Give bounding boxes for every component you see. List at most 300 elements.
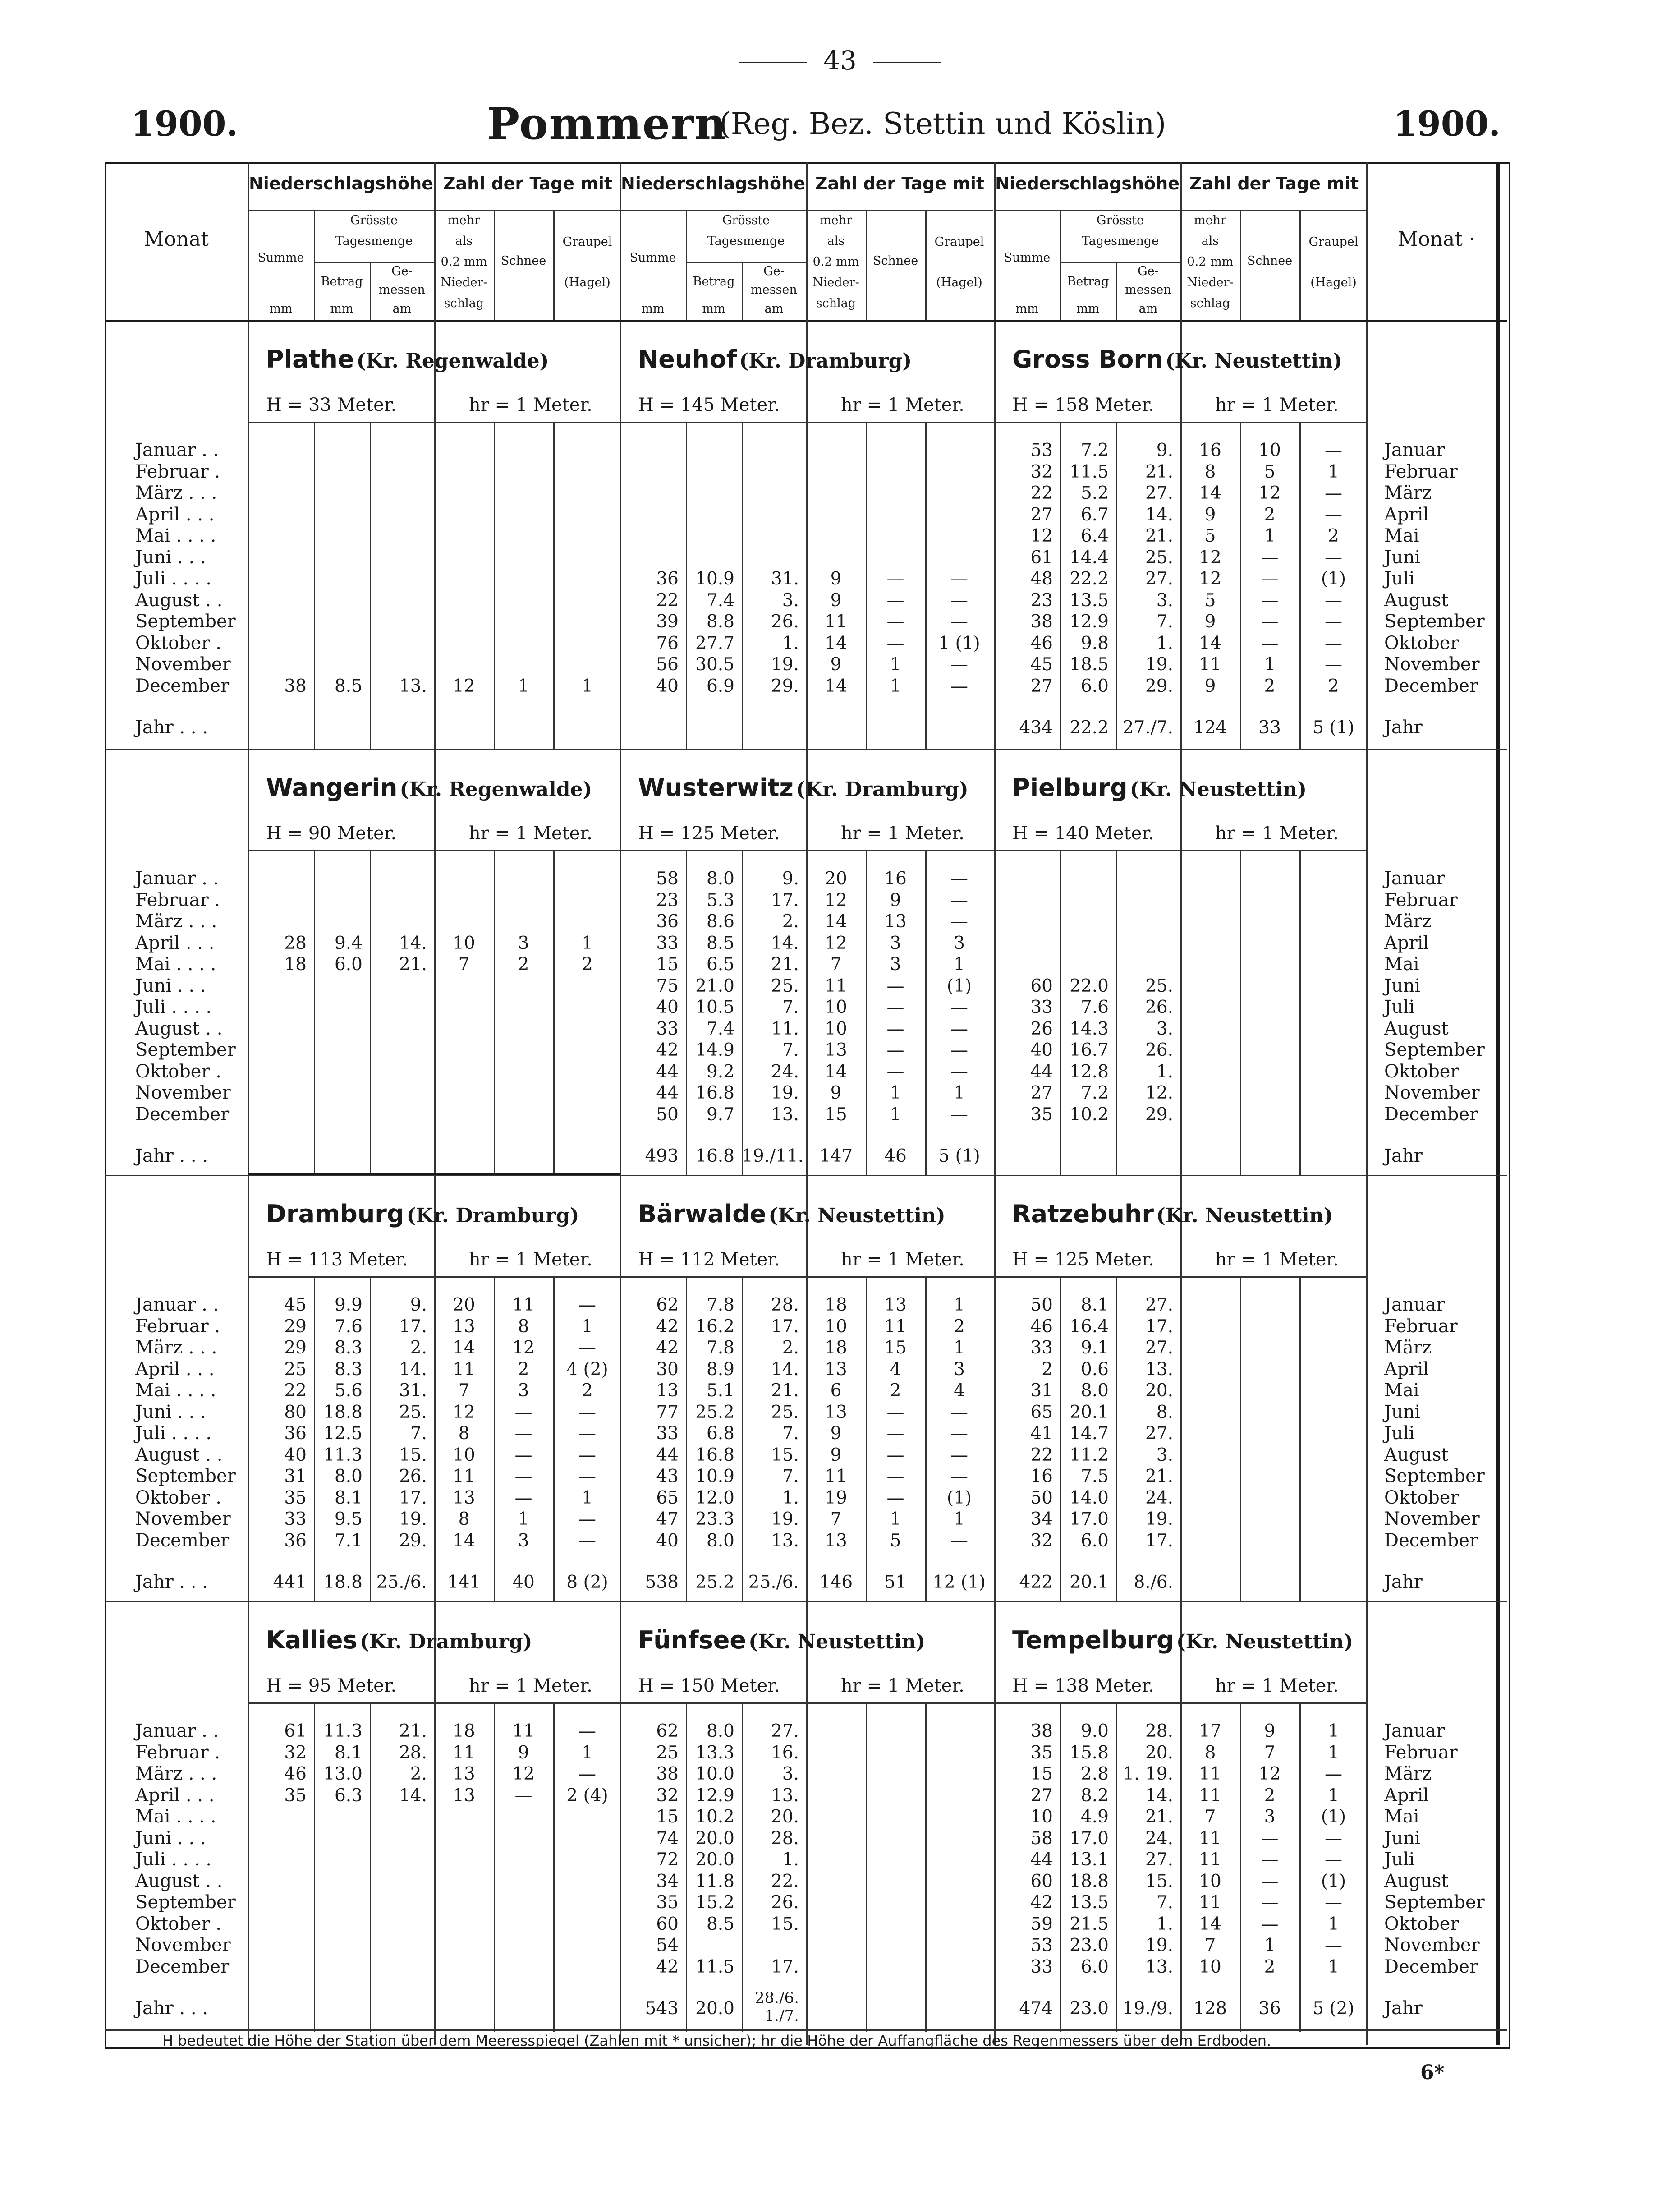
emphasis-rule <box>248 1173 620 1175</box>
month-label-right: Oktober <box>1384 1487 1459 1508</box>
table-cell: 7. <box>782 997 799 1017</box>
station-gauge-height: hr = 1 Meter. <box>841 823 964 844</box>
table-cell: 9 <box>830 1445 842 1465</box>
table-cell: 17.0 <box>1070 1828 1109 1849</box>
table-cell: 12 <box>825 890 847 911</box>
header-sub-rule <box>686 262 806 263</box>
month-label-right: Juni <box>1384 975 1421 996</box>
table-cell: 20 <box>825 869 847 889</box>
table-cell: — <box>514 1785 532 1806</box>
table-cell: — <box>950 612 968 632</box>
month-label: November <box>135 654 231 675</box>
table-cell: 23.0 <box>1070 1935 1109 1956</box>
table-cell: 13.5 <box>1070 590 1109 611</box>
month-label: September <box>135 1892 236 1913</box>
table-cell: 8.5 <box>706 1914 734 1934</box>
table-cell: 8.0 <box>1080 1380 1109 1401</box>
jahr-label-right: Jahr <box>1384 717 1423 738</box>
table-cell: 21.5 <box>1070 1914 1109 1934</box>
table-cell: 15 <box>656 954 679 975</box>
table-cell: 22 <box>1030 483 1053 503</box>
table-cell: 9 <box>830 654 842 675</box>
table-cell: 60 <box>1030 1871 1053 1891</box>
table-cell: 15 <box>884 1338 907 1358</box>
table-cell: 19. <box>1145 654 1173 675</box>
table-cell: 14. <box>771 933 799 953</box>
table-cell: 9. <box>782 869 799 889</box>
table-cell: — <box>886 590 904 611</box>
table-cell: 8.8 <box>706 612 734 632</box>
table-cell: 14 <box>825 911 847 932</box>
table-cell: 42 <box>656 1316 679 1337</box>
table-frame-right-rule <box>1496 162 1500 2045</box>
table-cell: 11.8 <box>695 1871 734 1891</box>
table-cell: 7. <box>410 1423 427 1444</box>
table-cell: 42 <box>656 1040 679 1060</box>
table-cell: 10 <box>453 933 475 953</box>
month-label-right: März <box>1384 483 1432 503</box>
table-cell: 1 <box>890 676 901 696</box>
month-label: December <box>135 1104 230 1125</box>
table-cell: 14 <box>453 1530 475 1551</box>
header-als: als <box>827 234 845 248</box>
table-cell: 2. <box>782 911 799 932</box>
table-cell: 61 <box>284 1721 307 1741</box>
table-cell: — <box>886 1423 904 1444</box>
table-cell: 16.8 <box>695 1445 734 1465</box>
table-cell: 3 <box>1264 1807 1276 1827</box>
table-cell: 1. <box>1156 1061 1173 1082</box>
station-kreis: (Kr. Neustettin) <box>1156 1204 1333 1227</box>
table-cell: 13. <box>771 1530 799 1551</box>
table-cell: 8.1 <box>334 1487 363 1508</box>
table-cell: 61 <box>1030 547 1053 568</box>
table-cell: 21. <box>1145 1807 1173 1827</box>
table-cell: — <box>950 676 968 696</box>
table-cell: — <box>1261 547 1279 568</box>
header-ge: Ge- <box>1138 264 1159 278</box>
table-cell: (1) <box>1321 1871 1346 1891</box>
table-cell: 1 <box>582 1742 593 1763</box>
month-label-right: Januar <box>1384 1294 1445 1315</box>
month-label: Februar . <box>135 889 220 911</box>
table-cell: 12. <box>1145 1083 1173 1103</box>
table-cell: 5.2 <box>1080 483 1109 503</box>
table-cell: 14. <box>399 1785 427 1806</box>
table-cell: 12 <box>453 676 475 696</box>
table-cell: 27 <box>1030 1083 1053 1103</box>
table-cell: 18.8 <box>323 1402 363 1422</box>
station-gauge-height: hr = 1 Meter. <box>469 1249 592 1270</box>
header-bottom-rule <box>105 320 1507 322</box>
table-cell: 8 <box>458 1423 470 1444</box>
data-col-rule <box>1299 1276 1301 1601</box>
station-name: Wusterwitz <box>638 773 794 802</box>
table-cell: 27. <box>1145 483 1173 503</box>
month-label-right: Februar <box>1384 461 1458 482</box>
header-col-rule <box>925 210 927 320</box>
table-cell: 17. <box>771 890 799 911</box>
table-cell: 6.4 <box>1080 526 1109 546</box>
month-label-right: Februar <box>1384 889 1458 911</box>
jahr-cell: 124 <box>1193 718 1227 738</box>
table-cell: — <box>950 911 968 932</box>
table-cell: 8 <box>1204 461 1216 482</box>
table-cell: 14 <box>453 1338 475 1358</box>
table-cell: 23.3 <box>695 1509 734 1529</box>
station-height: H = 112 Meter. <box>638 1249 780 1270</box>
table-cell: 27. <box>1145 1423 1173 1444</box>
table-cell: 27. <box>1145 569 1173 589</box>
table-cell: 32 <box>284 1742 307 1763</box>
table-cell: 7. <box>1156 612 1173 632</box>
table-cell: — <box>950 1061 968 1082</box>
station-gauge-height: hr = 1 Meter. <box>841 1675 964 1696</box>
table-cell: — <box>514 1445 532 1465</box>
table-cell: 1 <box>582 933 593 953</box>
table-cell: 12 <box>1258 1764 1281 1784</box>
table-cell: 22 <box>656 590 679 611</box>
table-cell: 27 <box>1030 1785 1053 1806</box>
table-cell: 11. <box>771 1018 799 1039</box>
table-cell: 13. <box>1145 1359 1173 1380</box>
station-title <box>638 345 912 373</box>
table-cell: 40 <box>284 1445 307 1465</box>
table-cell: 1 <box>954 1083 965 1103</box>
jahr-cell: 146 <box>819 1572 853 1592</box>
data-col-rule <box>314 850 315 1175</box>
table-cell: — <box>1261 612 1279 632</box>
table-cell: — <box>886 1402 904 1422</box>
table-cell: 14 <box>825 1061 847 1082</box>
month-label: Januar . . <box>135 868 219 889</box>
jahr-cell: 5 (1) <box>1313 718 1354 738</box>
table-cell: 5.3 <box>706 890 734 911</box>
table-cell: 27 <box>1030 504 1053 525</box>
table-cell: 28 <box>284 933 307 953</box>
header-02mm: 0.2 mm <box>1187 255 1234 269</box>
jahr-label: Jahr . . . <box>135 717 208 738</box>
table-cell: 14. <box>399 933 427 953</box>
header-monat-left: Monat <box>144 228 209 251</box>
table-cell: 1 <box>890 1509 901 1529</box>
table-cell: — <box>886 612 904 632</box>
table-cell: — <box>578 1338 596 1358</box>
table-cell: 2 <box>1042 1359 1053 1380</box>
table-cell: 40 <box>656 1530 679 1551</box>
month-label: November <box>135 1935 231 1956</box>
table-cell: 25. <box>399 1402 427 1422</box>
header-schlag: schlag <box>816 296 856 310</box>
table-cell: 40 <box>656 676 679 696</box>
table-cell: 43 <box>656 1466 679 1486</box>
header-ge: Ge- <box>763 264 785 278</box>
station-title <box>638 1200 946 1228</box>
month-label-right: Juni <box>1384 547 1421 568</box>
table-cell: — <box>950 569 968 589</box>
month-label: Februar . <box>135 1742 220 1763</box>
table-cell: 2 <box>582 954 593 975</box>
table-cell: 41 <box>1030 1423 1053 1444</box>
jahr-cell: 28./6. 1./7. <box>755 1989 799 2025</box>
jahr-cell: 25.2 <box>695 1572 734 1592</box>
header-02mm: 0.2 mm <box>441 255 487 269</box>
data-col-rule <box>866 1702 867 2032</box>
table-cell: 10.9 <box>695 1466 734 1486</box>
table-cell: — <box>886 997 904 1017</box>
table-cell: 32 <box>1030 1530 1053 1551</box>
header-tagesmenge: Tagesmenge <box>1081 234 1159 248</box>
table-cell: 11 <box>1199 1828 1221 1849</box>
table-cell: 8.1 <box>1080 1295 1109 1315</box>
table-cell: 3 <box>518 933 529 953</box>
table-cell: 20. <box>1145 1380 1173 1401</box>
table-cell: 1 <box>1328 1956 1339 1977</box>
month-label: Oktober . <box>135 1487 222 1508</box>
table-cell: 23 <box>1030 590 1053 611</box>
table-cell: 29 <box>284 1316 307 1337</box>
table-cell: — <box>1325 590 1342 611</box>
month-label-right: Januar <box>1384 868 1445 889</box>
table-cell: 26 <box>1030 1018 1053 1039</box>
station-title <box>1012 773 1307 802</box>
table-cell: 6.5 <box>706 954 734 975</box>
header-02mm: 0.2 mm <box>812 255 859 269</box>
month-label-right: Februar <box>1384 1742 1458 1763</box>
table-cell: 1 <box>954 1509 965 1529</box>
block-rule <box>105 1601 1507 1602</box>
jahr-label: Jahr . . . <box>135 1146 208 1166</box>
month-label-right: Juni <box>1384 1827 1421 1849</box>
table-cell: 5 <box>1204 526 1216 546</box>
table-cell: — <box>950 654 968 675</box>
month-label-right: Mai <box>1384 1806 1419 1827</box>
table-cell: 17. <box>1145 1316 1173 1337</box>
jahr-cell: 8./6. <box>1134 1572 1173 1592</box>
table-cell: (1) <box>946 975 972 996</box>
table-cell: 8.3 <box>334 1359 363 1380</box>
station-title <box>266 345 549 373</box>
table-cell: 5.1 <box>706 1380 734 1401</box>
table-cell: 53 <box>1030 1935 1053 1956</box>
table-cell: 20.0 <box>695 1828 734 1849</box>
station-title <box>266 1200 579 1228</box>
table-cell: 7. <box>782 1040 799 1060</box>
table-cell: 13. <box>771 1785 799 1806</box>
header-summe-unit: mm <box>1015 302 1039 316</box>
header-betrag-unit: mm <box>1076 302 1100 316</box>
table-cell: 13.1 <box>1070 1850 1109 1870</box>
table-cell: 60 <box>1030 975 1053 996</box>
table-cell: 10 <box>825 1316 847 1337</box>
table-cell: 9.8 <box>1080 633 1109 653</box>
station-gauge-height: hr = 1 Meter. <box>1215 1675 1339 1696</box>
table-cell: 16 <box>884 869 907 889</box>
table-cell: 50 <box>656 1104 679 1125</box>
table-cell: 2 <box>890 1380 901 1401</box>
jahr-cell: 543 <box>645 1998 679 2019</box>
station-name: Wangerin <box>266 773 398 802</box>
table-cell: — <box>886 1466 904 1486</box>
table-cell: 20. <box>1145 1742 1173 1763</box>
table-cell: 26. <box>771 1892 799 1913</box>
table-cell: 12.8 <box>1070 1061 1109 1082</box>
station-height: H = 125 Meter. <box>638 823 780 844</box>
header-messen: messen <box>1125 283 1171 297</box>
jahr-cell: 23.0 <box>1070 1998 1109 2019</box>
table-cell: 9.9 <box>334 1295 363 1315</box>
data-col-rule <box>494 422 495 749</box>
table-cell: — <box>578 1764 596 1784</box>
table-cell: 24. <box>1145 1487 1173 1508</box>
table-cell: 7 <box>830 1509 842 1529</box>
jahr-label-right: Jahr <box>1384 1998 1423 2019</box>
station-height: H = 125 Meter. <box>1012 1249 1154 1270</box>
jahr-label-right: Jahr <box>1384 1146 1423 1166</box>
table-cell: 13 <box>656 1380 679 1401</box>
month-label: Juli . . . . <box>135 997 212 1017</box>
table-cell: 45 <box>284 1295 307 1315</box>
station-gauge-height: hr = 1 Meter. <box>841 1249 964 1270</box>
table-cell: 29. <box>771 676 799 696</box>
footnote: H bedeutet die Höhe der Station über dem Meeresspiegel (Zahlen mit * unsicher); hr die Höhe der Auffangfläche des Regenmessers über dem Erdboden. <box>162 2032 1271 2049</box>
table-cell: 35 <box>1030 1742 1053 1763</box>
jahr-cell: 19./9. <box>1122 1998 1173 2019</box>
table-cell: 9 <box>890 890 901 911</box>
month-label-right: April <box>1384 1358 1429 1380</box>
table-cell: 18.8 <box>1070 1871 1109 1891</box>
table-cell: 19. <box>771 654 799 675</box>
table-cell: 17. <box>399 1487 427 1508</box>
jahr-cell: 25./6. <box>748 1572 799 1592</box>
data-col-rule <box>1180 1276 1182 1601</box>
table-cell: 6.9 <box>706 676 734 696</box>
station-kreis: (Kr. Neustettin) <box>1176 1630 1354 1653</box>
table-cell: 2 <box>1264 1956 1276 1977</box>
table-cell: 34 <box>656 1871 679 1891</box>
table-cell: 38 <box>656 1764 679 1784</box>
station-height: H = 95 Meter. <box>266 1675 397 1696</box>
table-cell: 12 <box>825 933 847 953</box>
table-cell: 23 <box>656 890 679 911</box>
header-tagesmenge: Tagesmenge <box>707 234 785 248</box>
table-cell: — <box>886 1061 904 1082</box>
month-label: Juli . . . . <box>135 1423 212 1444</box>
signature-mark: 6* <box>1420 2061 1445 2084</box>
table-cell: 33 <box>1030 997 1053 1017</box>
table-cell: — <box>578 1466 596 1486</box>
table-cell: — <box>514 1466 532 1486</box>
jahr-cell: 51 <box>884 1572 907 1592</box>
table-cell: — <box>1325 633 1342 653</box>
month-label-right: November <box>1384 1935 1480 1956</box>
table-cell: 32 <box>1030 461 1053 482</box>
month-label: Juli . . . . <box>135 568 212 589</box>
table-cell: 1. 19. <box>1123 1764 1173 1784</box>
station-title <box>266 1626 532 1654</box>
table-cell: 42 <box>1030 1892 1053 1913</box>
table-cell: — <box>1325 504 1342 525</box>
table-cell: 7. <box>1156 1892 1173 1913</box>
table-cell: 8.9 <box>706 1359 734 1380</box>
station-kreis: (Kr. Dramburg) <box>406 1204 579 1227</box>
table-cell: 13. <box>1145 1956 1173 1977</box>
table-cell: 14. <box>1145 1785 1173 1806</box>
table-cell: 12 <box>453 1402 475 1422</box>
month-label: Oktober . <box>135 1913 222 1934</box>
table-cell: 54 <box>656 1935 679 1956</box>
jahr-cell: 12 (1) <box>932 1572 986 1592</box>
station-kreis: (Kr. Regenwalde) <box>399 778 592 801</box>
table-cell: — <box>1261 569 1279 589</box>
table-cell: 15 <box>656 1807 679 1827</box>
table-cell: 26. <box>1145 997 1173 1017</box>
table-cell: 0.6 <box>1080 1359 1109 1380</box>
table-cell: 45 <box>1030 654 1053 675</box>
table-cell: 11.3 <box>323 1721 363 1741</box>
table-cell: 25.2 <box>695 1402 734 1422</box>
month-label: Mai . . . . <box>135 1806 216 1827</box>
table-cell: 8.2 <box>1080 1785 1109 1806</box>
table-cell: 3 <box>518 1530 529 1551</box>
table-cell: 9.1 <box>1080 1338 1109 1358</box>
table-cell: 48 <box>1030 569 1053 589</box>
table-cell: 44 <box>1030 1061 1053 1082</box>
header-am: am <box>1138 302 1158 316</box>
table-cell: 12 <box>512 1338 535 1358</box>
table-cell: 22.2 <box>1070 569 1109 589</box>
table-cell: 44 <box>656 1061 679 1082</box>
data-col-rule <box>434 850 436 1175</box>
table-cell: 18 <box>284 954 307 975</box>
table-cell: 25 <box>284 1359 307 1380</box>
table-cell: 2 <box>954 1316 965 1337</box>
jahr-cell: 20.0 <box>695 1998 734 2019</box>
table-cell: 9 <box>830 1083 842 1103</box>
table-cell: 7.4 <box>706 1018 734 1039</box>
table-cell: 19. <box>771 1509 799 1529</box>
month-label-right: November <box>1384 1082 1480 1103</box>
table-cell: — <box>1261 590 1279 611</box>
month-label: November <box>135 1509 231 1529</box>
table-cell: 8.0 <box>334 1466 363 1486</box>
table-cell: 16.2 <box>695 1316 734 1337</box>
header-schnee: Schnee <box>1247 254 1293 268</box>
table-cell: 19. <box>1145 1935 1173 1956</box>
table-cell: 11 <box>1199 654 1221 675</box>
table-cell: 33 <box>656 933 679 953</box>
table-cell: 2.8 <box>1080 1764 1109 1784</box>
table-cell: 20 <box>453 1295 475 1315</box>
table-cell: 13 <box>453 1316 475 1337</box>
table-cell: 9 <box>830 569 842 589</box>
month-label: Oktober . <box>135 1061 222 1082</box>
table-cell: 3. <box>782 1764 799 1784</box>
table-cell: 33 <box>1030 1956 1053 1977</box>
header-groesste: Grösste <box>1096 213 1144 227</box>
table-cell: 20.1 <box>1070 1402 1109 1422</box>
data-col-rule <box>1240 850 1241 1175</box>
header-summe: Summe <box>629 251 676 265</box>
table-cell: 21. <box>1145 526 1173 546</box>
table-cell: 14 <box>825 676 847 696</box>
table-cell: 33 <box>656 1018 679 1039</box>
table-cell: 2 <box>518 954 529 975</box>
table-cell: — <box>1325 654 1342 675</box>
table-cell: 29 <box>284 1338 307 1358</box>
header-niederschlagshoehe: Niederschlagshöhe <box>995 174 1180 193</box>
jahr-label: Jahr . . . <box>135 1998 208 2019</box>
